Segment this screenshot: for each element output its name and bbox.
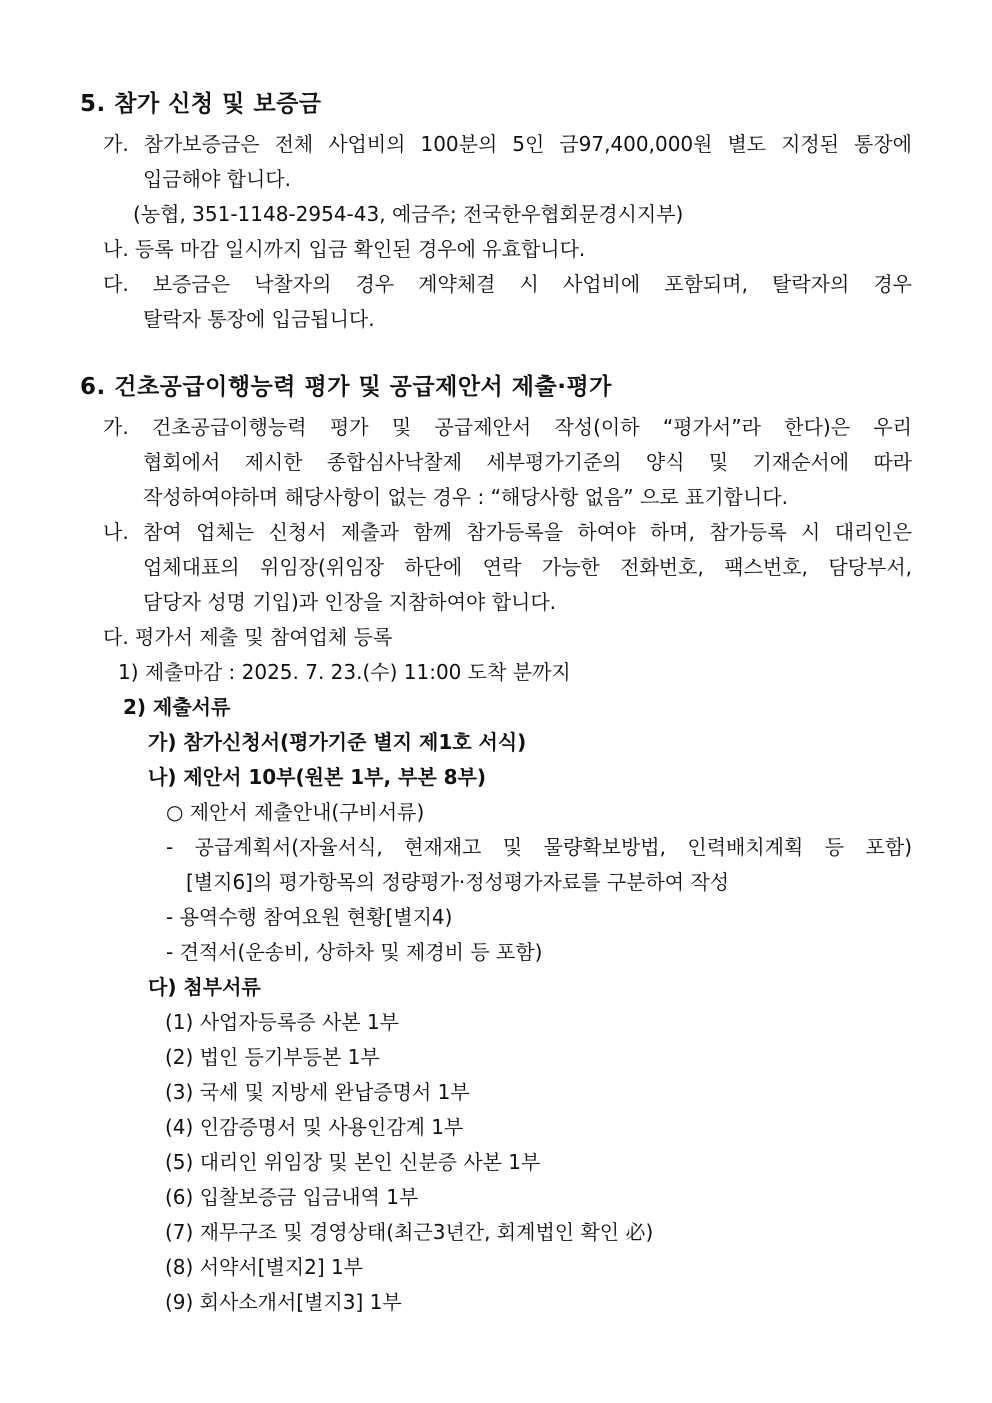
sub-item-na: 나) 제안서 10부(원본 1부, 부본 8부) — [148, 765, 487, 789]
dash-item-supply-plan-line2: [별지6]의 평가항목의 정량평가·정성평가자료를 구분하여 작성 — [186, 870, 730, 894]
attachment-item: (7) 재무구조 및 경영상태(최근3년간, 회계법인 확인 必) — [165, 1220, 654, 1244]
attachment-item: (3) 국세 및 지방세 완납증명서 1부 — [165, 1080, 470, 1104]
attachment-item: (9) 회사소개서[별지3] 1부 — [165, 1290, 402, 1314]
sub-item-ga: 가) 참가신청서(평가기준 별지 제1호 서식) — [148, 730, 527, 754]
attachment-item: (1) 사업자등록증 사본 1부 — [165, 1010, 400, 1034]
attachment-item: (6) 입찰보증금 입금내역 1부 — [165, 1185, 419, 1209]
section-5-item-ga-line2: 입금해야 합니다. — [143, 167, 291, 191]
dash-item-quotation: - 견적서(운송비, 상하차 및 제경비 등 포함) — [166, 940, 543, 964]
section-5-account-note: (농협, 351-1148-2954-43, 예금주; 전국한우협회문경시지부) — [133, 202, 684, 226]
section-6-item-ga-line3: 작성하여야하며 해당사항이 없는 경우 : “해당사항 없음” 으로 표기합니다. — [143, 485, 788, 509]
proposal-guide: ○ 제안서 제출안내(구비서류) — [166, 800, 425, 824]
section-5-item-ga-line1: 가. 참가보증금은 전체 사업비의 100분의 5인 금97,400,000원 별도 지정된 통장에 — [103, 132, 912, 156]
section-6-item-da: 다. 평가서 제출 및 참여업체 등록 — [103, 625, 393, 649]
attachment-item: (8) 서약서[별지2] 1부 — [165, 1255, 364, 1279]
dash-item-supply-plan-line1: - 공급계획서(자율서식, 현재재고 및 물량확보방법, 인력배치계획 등 포함) — [166, 835, 912, 859]
section-6-heading: 6. 건초공급이행능력 평가 및 공급제안서 제출·평가 — [80, 374, 612, 400]
section-6-item-ga-line2: 협회에서 제시한 종합심사낙찰제 세부평가기준의 양식 및 기재순서에 따라 — [143, 450, 912, 474]
attachment-item: (2) 법인 등기부등본 1부 — [165, 1045, 380, 1069]
attachment-item: (5) 대리인 위임장 및 본인 신분증 사본 1부 — [165, 1150, 541, 1174]
section-6-item-na-line2: 업체대표의 위임장(위임장 하단에 연락 가능한 전화번호, 팩스번호, 담당부서, — [143, 555, 912, 579]
section-6-item-na-line3: 담당자 성명 기입)과 인장을 지참하여야 합니다. — [143, 590, 557, 614]
section-6-item-na-line1: 나. 참여 업체는 신청서 제출과 함께 참가등록을 하여야 하며, 참가등록 시 대리인은 — [103, 520, 912, 544]
sub-item-da: 다) 첨부서류 — [148, 975, 261, 999]
section-5-heading: 5. 참가 신청 및 보증금 — [80, 91, 322, 117]
dash-item-staff-status: - 용역수행 참여요원 현황[별지4) — [166, 905, 453, 929]
section-5-item-da-line2: 탈락자 통장에 입금됩니다. — [143, 307, 375, 331]
section-5-item-na: 나. 등록 마감 일시까지 입금 확인된 경우에 유효합니다. — [103, 237, 586, 261]
submission-deadline: 1) 제출마감 : 2025. 7. 23.(수) 11:00 도착 분까지 — [118, 660, 571, 684]
section-6-item-ga-line1: 가. 건초공급이행능력 평가 및 공급제안서 작성(이하 “평가서”라 한다)은 우리 — [103, 415, 912, 439]
submission-docs-title: 2) 제출서류 — [123, 695, 231, 719]
attachment-item: (4) 인감증명서 및 사용인감계 1부 — [165, 1115, 464, 1139]
section-5-item-da-line1: 다. 보증금은 낙찰자의 경우 계약체결 시 사업비에 포함되며, 탈락자의 경우 — [103, 272, 912, 296]
